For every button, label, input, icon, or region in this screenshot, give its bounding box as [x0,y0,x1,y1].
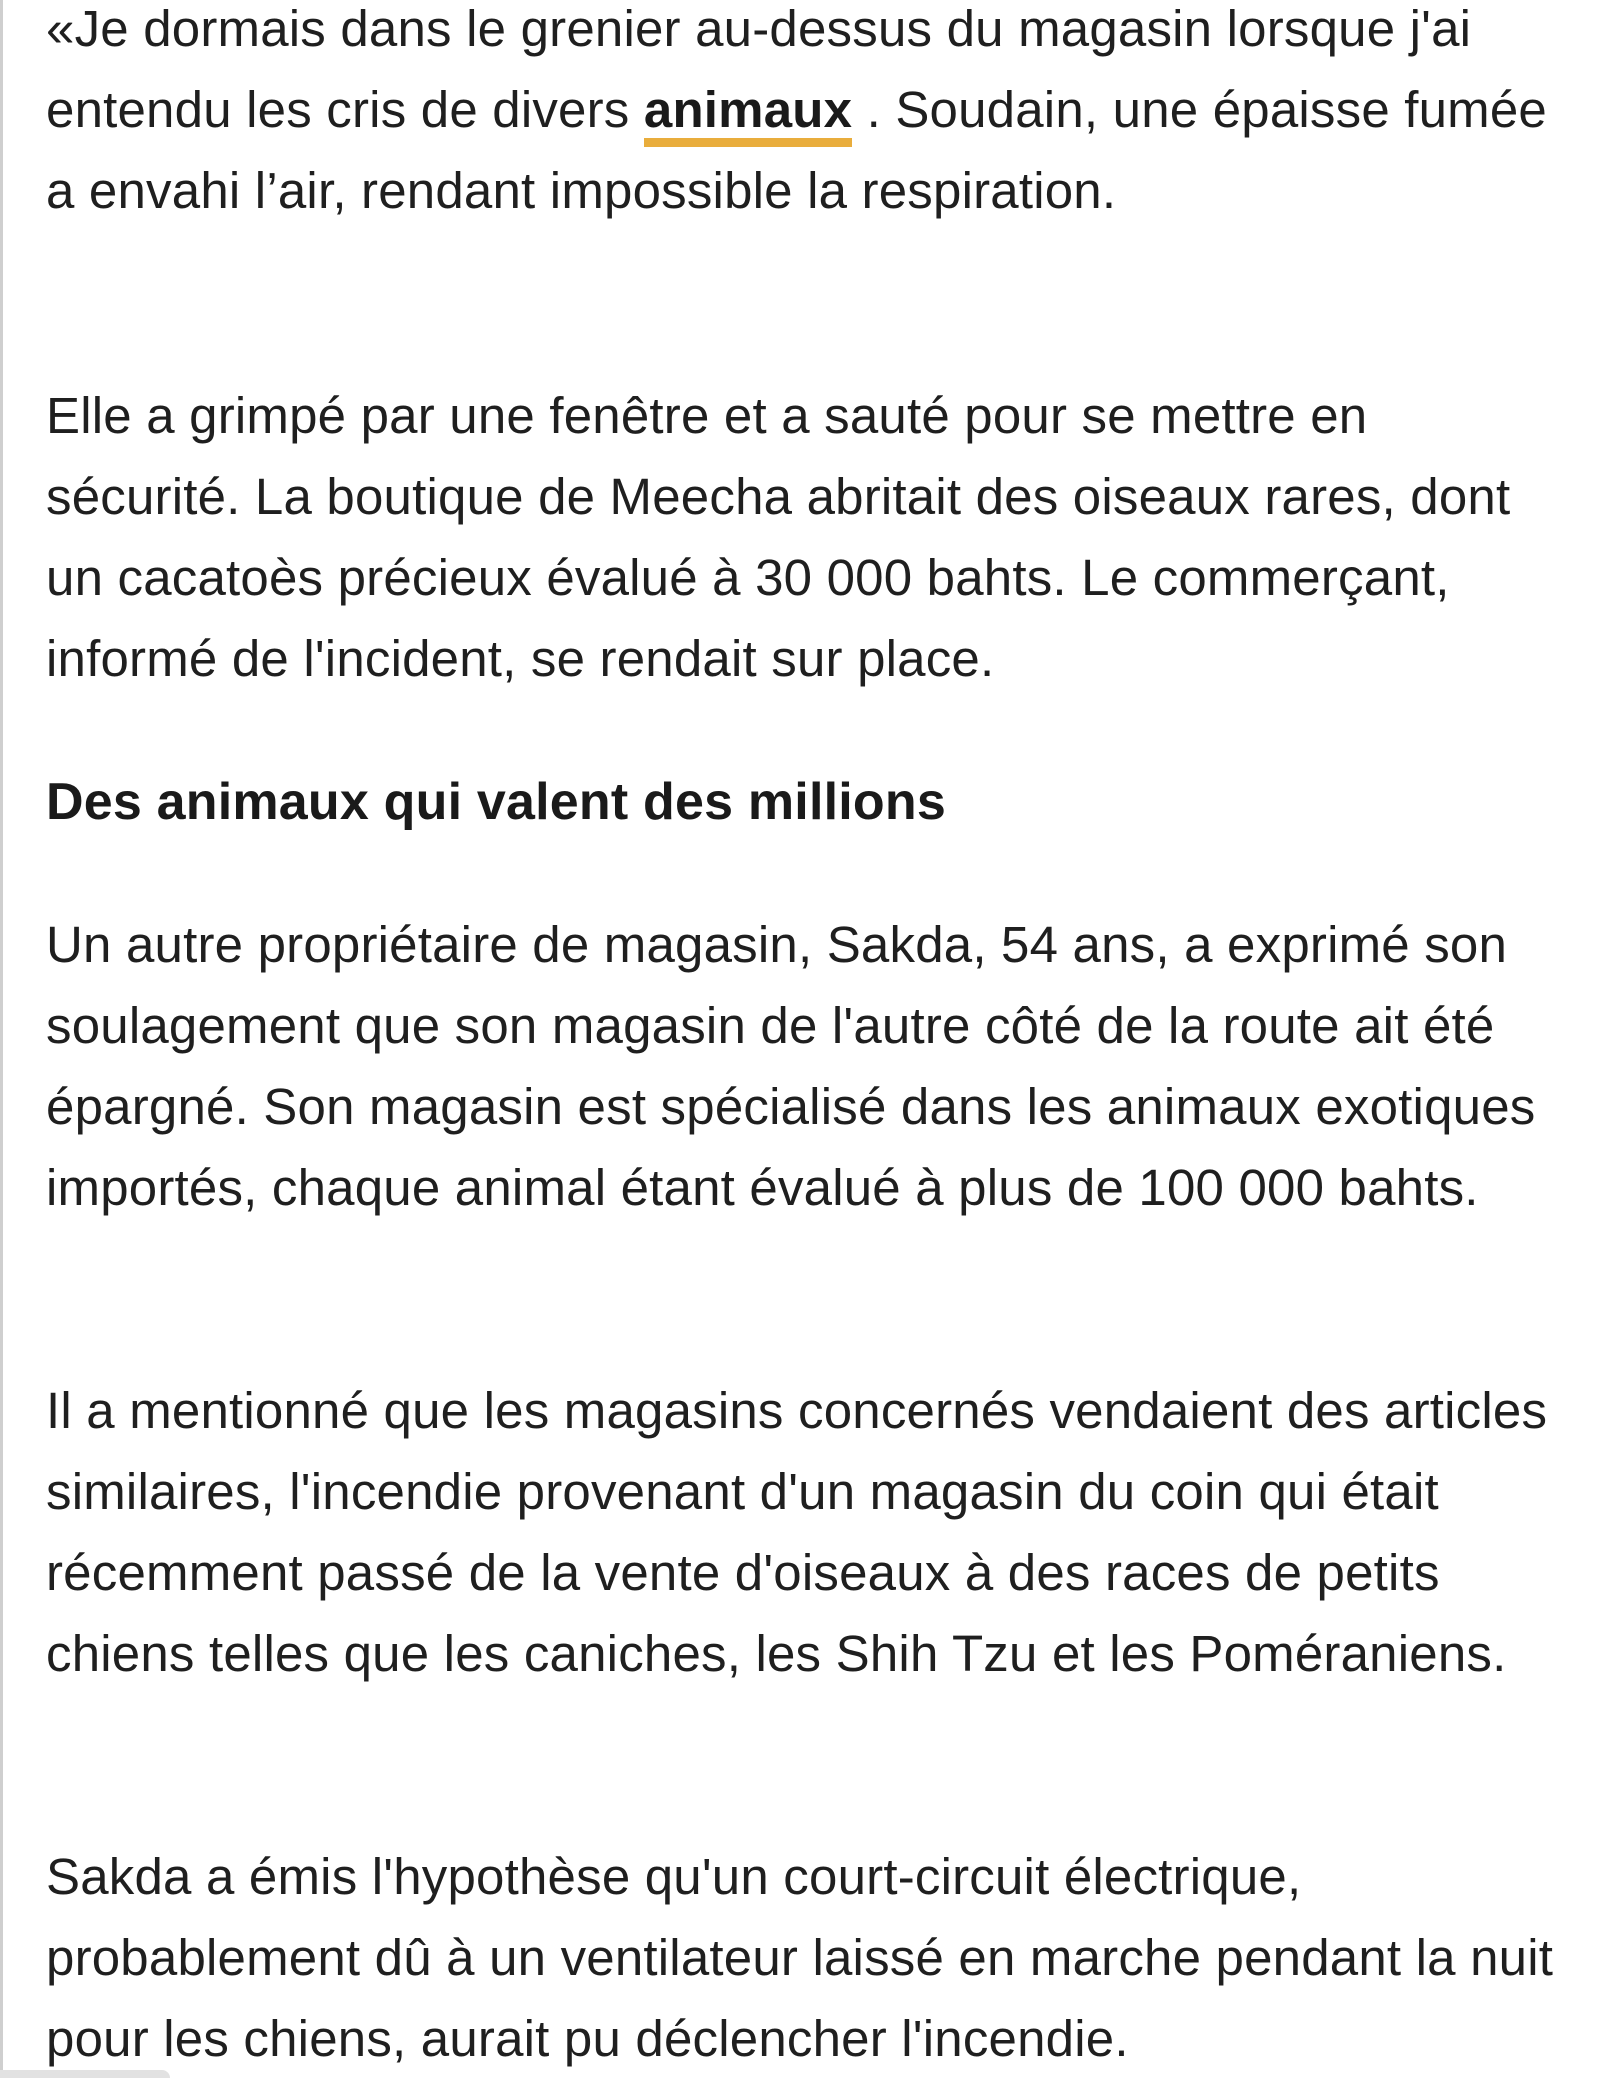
paragraph-quote-text-start: «Je dormais dans le grenier au-dessus du magasin lorsque j'ai entendu les cris de divers [46,0,1472,138]
scroll-indicator [0,2070,170,2078]
animaux-link[interactable]: animaux [644,81,852,147]
left-border [0,0,3,2078]
paragraph-sakda-relief: Un autre propriétaire de magasin, Sakda, 54 ans, a exprimé son soulagement que son magasin de l'autre côté de la route ait été épargné. Son magasin est spécialisé dans les animaux exotiques importés, chaque animal étant évalué à plus de 100 000 bahts. [46,916,1536,1216]
paragraph-fire-origin: Il a mentionné que les magasins concernés vendaient des articles similaires, l'incendie provenant d'un magasin du coin qui était récemment passé de la vente d'oiseaux à des races de petits chiens telles que les caniches, les Shih Tzu et les Poméraniens. [46,1382,1548,1682]
section-heading: Des animaux qui valent des millions [46,773,946,831]
paragraph-quote-text-end: . Soudain, une épaisse fumée a envahi l’air, rendant impossible la respiration. [46,81,1547,219]
paragraph-hypothesis: Sakda a émis l'hypothèse qu'un court-circuit électrique, probablement dû à un ventilateur laissé en marche pendant la nuit pour les chiens, aurait pu déclencher l'incendie. [46,1848,1554,2067]
paragraph-quote [46,0,1576,231]
paragraph-escape: Elle a grimpé par une fenêtre et a sauté pour se mettre en sécurité. La boutique de Meecha abritait des oiseaux rares, dont un cacatoès précieux évalué à 30 000 bahts. Le commerçant, informé de l'incident, se rendait sur place. [46,387,1511,687]
